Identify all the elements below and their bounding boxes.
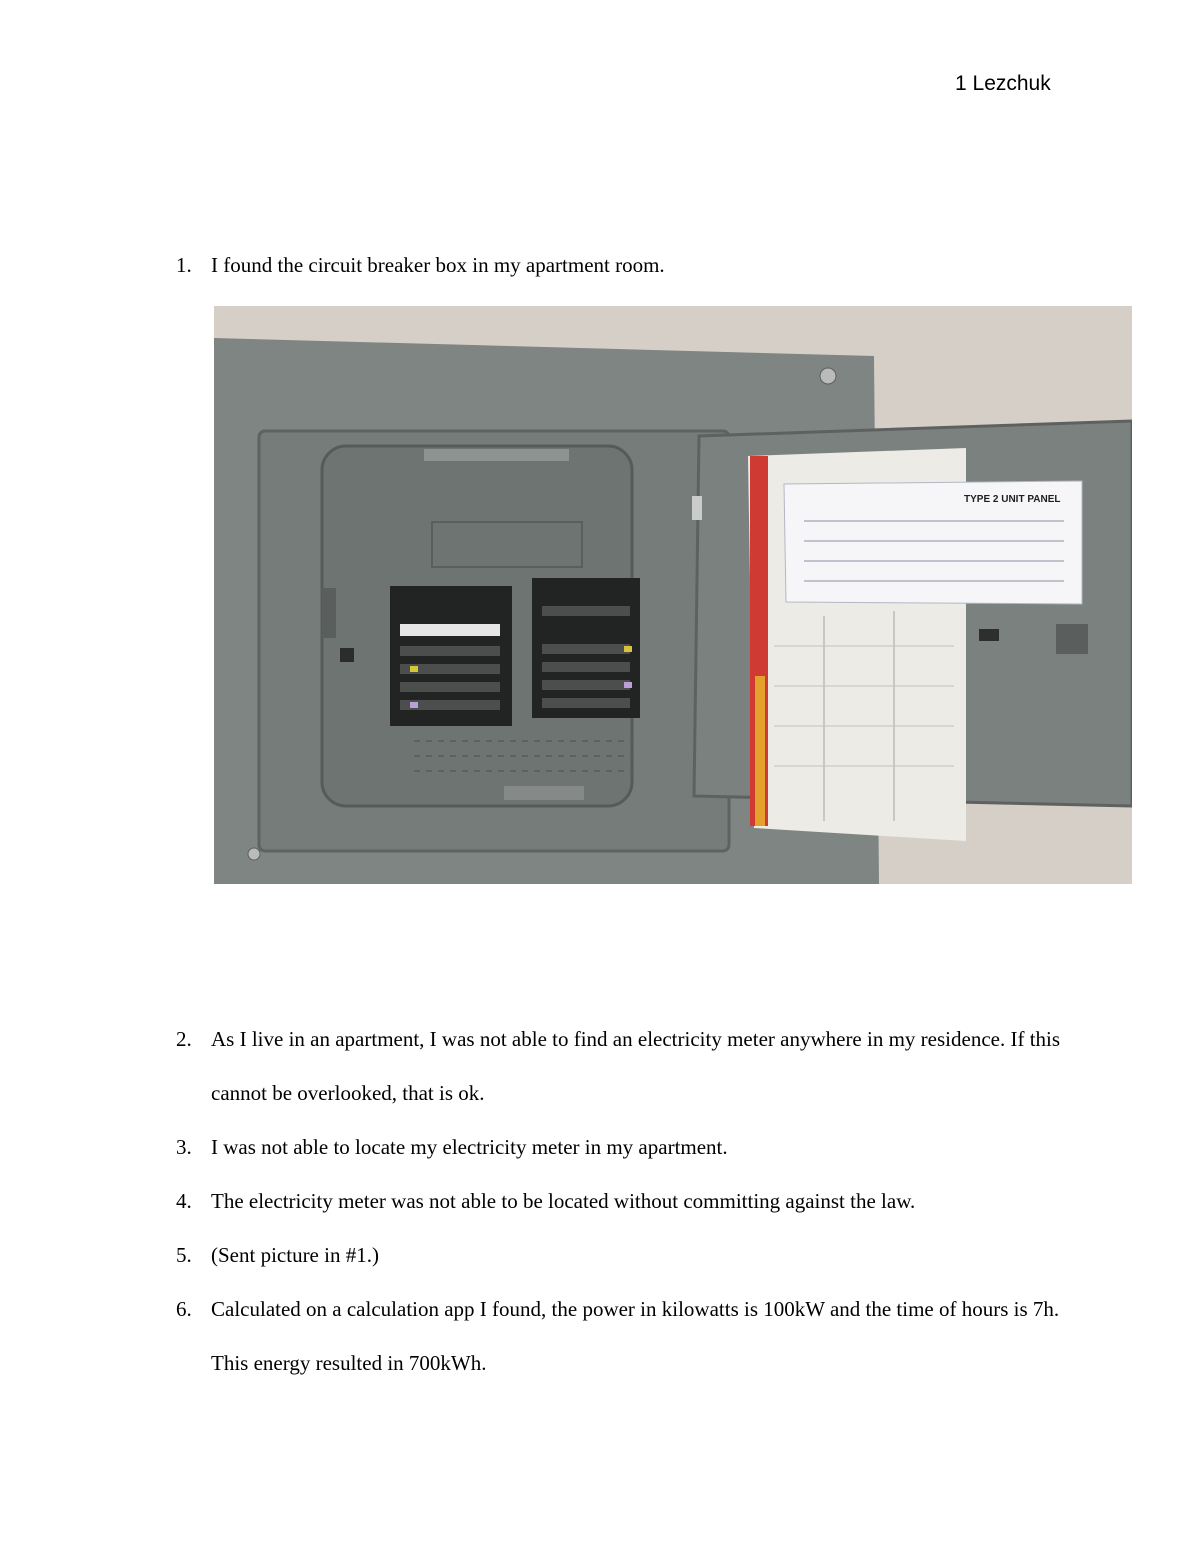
list-item-6 <box>176 1282 1076 1390</box>
list-item-5 <box>176 1228 1076 1282</box>
panel-label-text: TYPE 2 UNIT PANEL <box>964 494 1061 505</box>
list-number: 4. <box>176 1189 192 1213</box>
list-text: I was not able to locate my electricity meter in my apartment. <box>211 1135 728 1159</box>
list-text: As I live in an apartment, I was not able to find an electricity meter anywhere in my residence. If this cannot be overlooked, that is ok. <box>211 1027 1061 1105</box>
list-item-1 <box>176 238 1076 292</box>
list-number: 2. <box>176 1027 192 1051</box>
breaker-column-left <box>390 586 512 726</box>
page-header: 1 Lezchuk <box>955 72 1051 95</box>
list-text: (Sent picture in #1.) <box>211 1243 379 1267</box>
list-number: 6. <box>176 1297 192 1321</box>
list-number: 5. <box>176 1243 192 1267</box>
list-item-2 <box>176 1012 1076 1120</box>
list-text: Calculated on a calculation app I found, the power in kilowatts is 100kW and the time of hours is 7h. This energy resulted in 700kWh. <box>211 1297 1060 1375</box>
breaker-box-photo <box>214 306 1132 884</box>
list-number: 1. <box>176 253 192 277</box>
breaker-column-right <box>532 578 640 718</box>
list-item-4 <box>176 1174 1076 1228</box>
list-item-3 <box>176 1120 1076 1174</box>
list-text: The electricity meter was not able to be located without committing against the law. <box>211 1189 916 1213</box>
list-number: 3. <box>176 1135 192 1159</box>
list-text: I found the circuit breaker box in my apartment room. <box>211 253 665 277</box>
